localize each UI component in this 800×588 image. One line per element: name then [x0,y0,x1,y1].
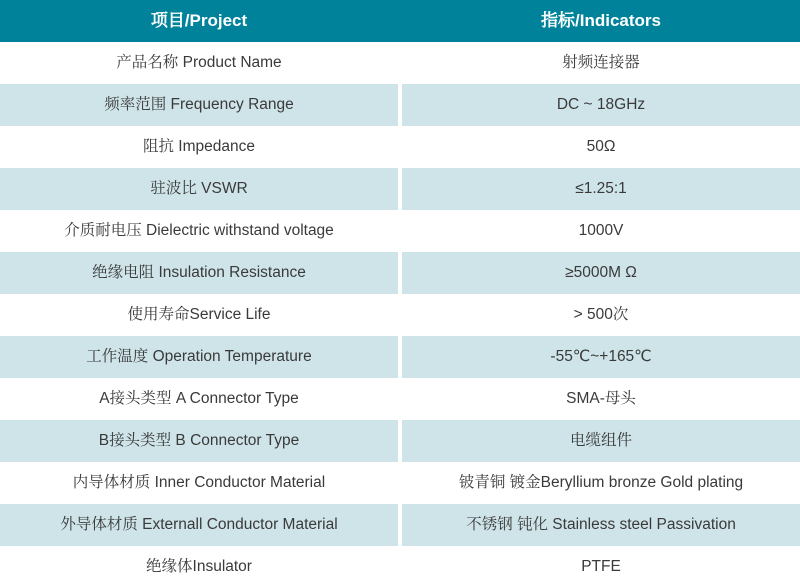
table-row [0,210,800,252]
project-cell: 使用寿命Service Life [127,306,271,324]
project-cell: 绝缘体Insulator [146,558,252,576]
table-row [0,84,800,126]
indicator-cell: 不锈钢 钝化 Stainless steel Passivation [402,504,800,546]
project-cell: B接头类型 B Connector Type [0,420,398,462]
table-row [0,462,800,504]
indicator-cell: 50Ω [586,138,616,156]
project-cell: 工作温度 Operation Temperature [0,336,398,378]
table-row [0,252,800,294]
indicator-cell: 电缆组件 [402,420,800,462]
project-cell: 外导体材质 Externall Conductor Material [0,504,398,546]
table-row [0,294,800,336]
project-cell: 产品名称 Product Name [116,54,282,72]
indicator-cell: 铍青铜 镀金Beryllium bronze Gold plating [458,474,744,492]
project-cell: 绝缘电阻 Insulation Resistance [0,252,398,294]
project-cell: 频率范围 Frequency Range [0,84,398,126]
project-cell: 介质耐电压 Dielectric withstand voltage [64,222,334,240]
table-row [0,336,800,378]
table-row [0,378,800,420]
indicator-cell: DC ~ 18GHz [402,84,800,126]
indicator-cell: 射频连接器 [562,54,640,72]
table-row [0,126,800,168]
indicator-cell: PTFE [581,558,621,576]
table-row [0,504,800,546]
indicator-cell: > 500次 [573,306,629,324]
project-cell: 驻波比 VSWR [0,168,398,210]
header-cell-indicators: 指标/Indicators [402,0,800,42]
table-row [0,42,800,84]
table-row [0,546,800,588]
table-body [0,42,800,588]
table-row [0,168,800,210]
indicator-cell: ≥5000M Ω [402,252,800,294]
project-cell: A接头类型 A Connector Type [99,390,299,408]
table-header-row [0,0,800,42]
project-cell: 内导体材质 Inner Conductor Material [72,474,326,492]
indicator-cell: -55℃~+165℃ [402,336,800,378]
header-cell-project: 项目/Project [0,0,398,42]
indicator-cell: SMA-母头 [566,390,636,408]
indicator-cell: ≤1.25:1 [402,168,800,210]
project-cell: 阻抗 Impedance [143,138,255,156]
table-row [0,420,800,462]
indicator-cell: 1000V [578,222,624,240]
